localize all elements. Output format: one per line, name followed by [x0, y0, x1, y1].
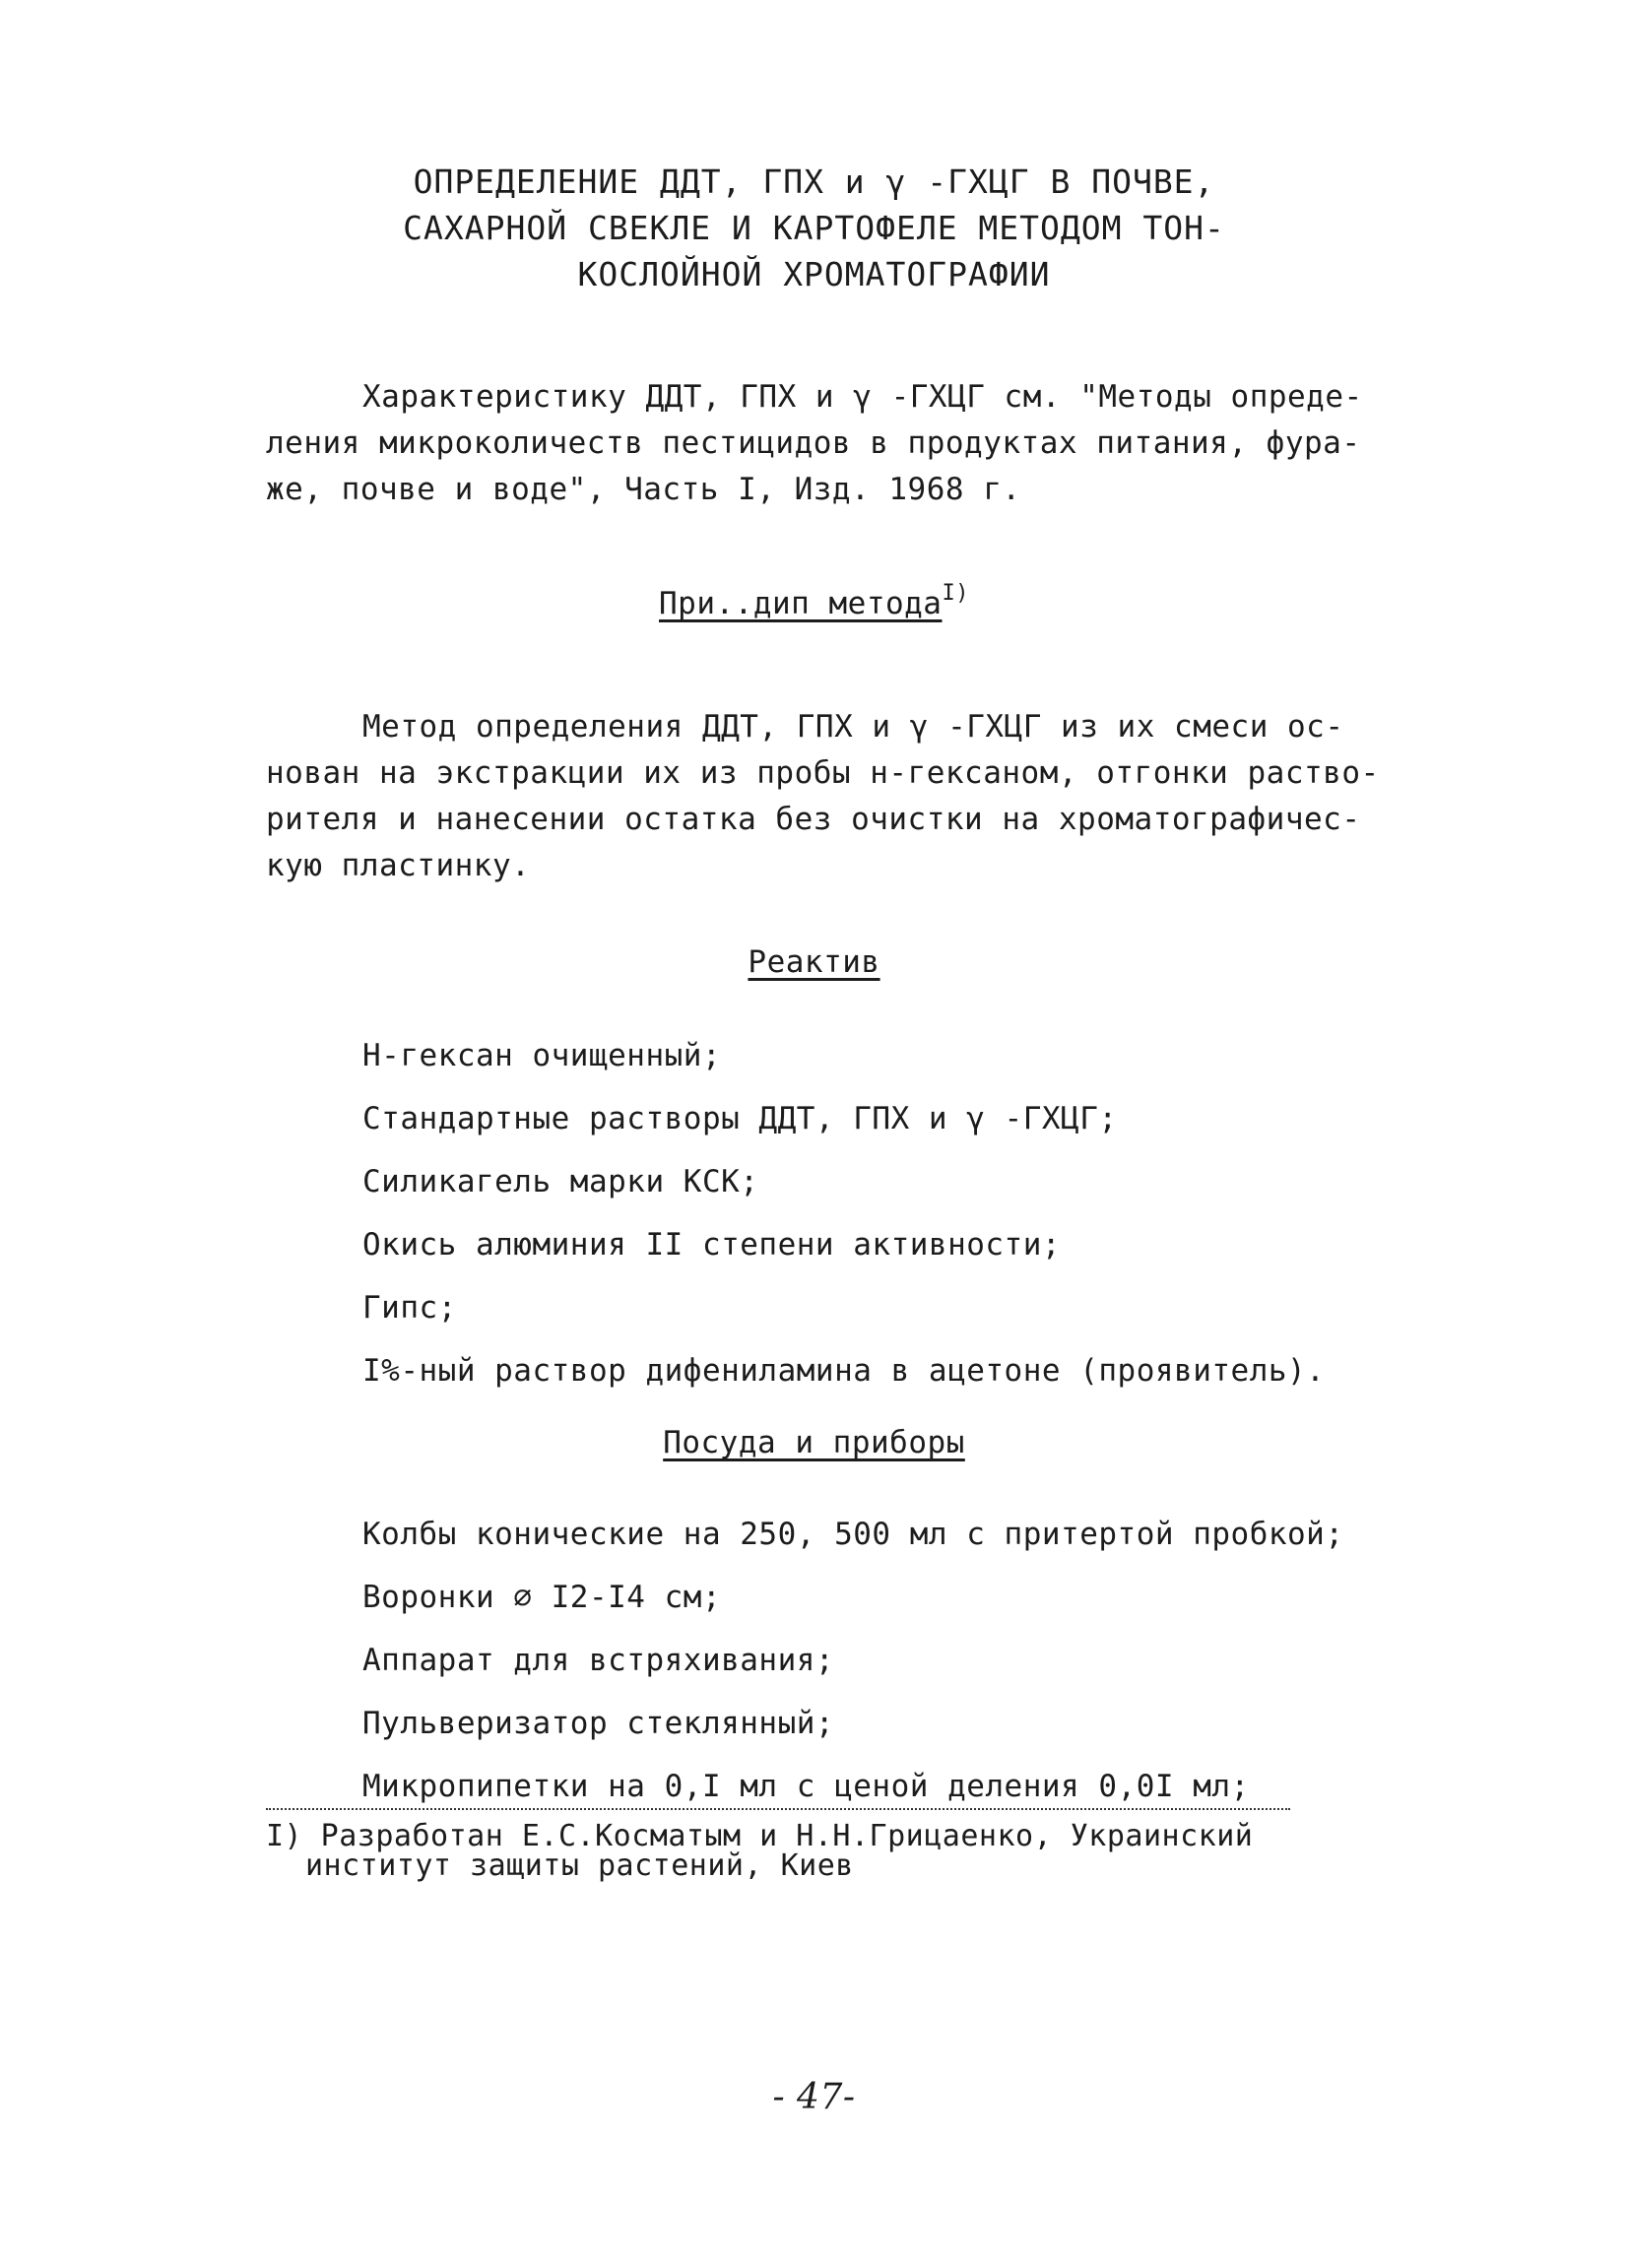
intro-line-3: же, почве и воде", Часть I, Изд. 1968 г. — [266, 472, 1021, 507]
footnote-ref: I) — [942, 581, 969, 606]
principle-line-3: рителя и нанесении остатка без очистки на хроматографичес- — [266, 802, 1361, 837]
principle-line-2: нован на экстракции их из пробы н-гексаном, отгонки раство- — [266, 755, 1380, 791]
footnote-line-2: институт защиты растений, Киев — [305, 1848, 854, 1883]
reagent-item: Окись алюминия II степени активности; — [362, 1227, 1062, 1263]
equipment-heading-text: Посуда и приборы — [663, 1425, 965, 1460]
principle-line-4: кую пластинку. — [266, 848, 531, 883]
reagent-item: Н-гексан очищенный; — [362, 1038, 722, 1073]
reagents-heading-text: Реактив — [748, 944, 880, 980]
reagent-item: Стандартные растворы ДДТ, ГПХ и γ -ГХЦГ; — [362, 1101, 1118, 1136]
equipment-item: Пульверизатор стеклянный; — [362, 1706, 835, 1741]
principle-heading-text: При..дип метода — [659, 586, 943, 621]
title-line-1: ОПРЕДЕЛЕНИЕ ДДТ, ГПХ и γ -ГХЦГ В ПОЧВЕ, — [413, 162, 1215, 201]
reagent-item: Гипс; — [362, 1290, 457, 1326]
equipment-heading — [0, 1423, 1628, 1462]
equipment-item: Микропипетки на 0,I мл с ценой деления 0,0I мл; — [362, 1769, 1250, 1804]
intro-line-1: Характеристику ДДТ, ГПХ и γ -ГХЦГ см. "Методы опреде- — [362, 379, 1363, 415]
reagent-item: I%-ный раствор дифениламина в ацетоне (проявитель). — [362, 1353, 1326, 1389]
page-number: - 47- — [772, 2077, 856, 2117]
title-line-2: САХАРНОЙ СВЕКЛЕ И КАРТОФЕЛЕ МЕТОДОМ ТОН- — [403, 209, 1225, 247]
equipment-item: Воронки ∅ I2-I4 см; — [362, 1580, 722, 1615]
footnote-divider — [266, 1808, 1290, 1810]
reagent-item: Силикагель марки КСК; — [362, 1164, 759, 1199]
reagents-heading — [0, 942, 1628, 982]
principle-line-1: Метод определения ДДТ, ГПХ и γ -ГХЦГ из их смеси ос- — [362, 709, 1344, 745]
title-line-3: КОСЛОЙНОЙ ХРОМАТОГРАФИИ — [577, 255, 1051, 293]
principle-heading — [0, 574, 1628, 623]
equipment-item: Аппарат для встряхивания; — [362, 1643, 835, 1678]
equipment-item: Колбы конические на 250, 500 мл с притертой пробкой; — [362, 1517, 1344, 1552]
footnote-line-1: I) Разработан Е.С.Косматым и Н.Н.Грицаенко, Украинский — [266, 1819, 1254, 1853]
intro-line-2: ления микроколичеств пестицидов в продуктах питания, фура- — [266, 425, 1361, 461]
